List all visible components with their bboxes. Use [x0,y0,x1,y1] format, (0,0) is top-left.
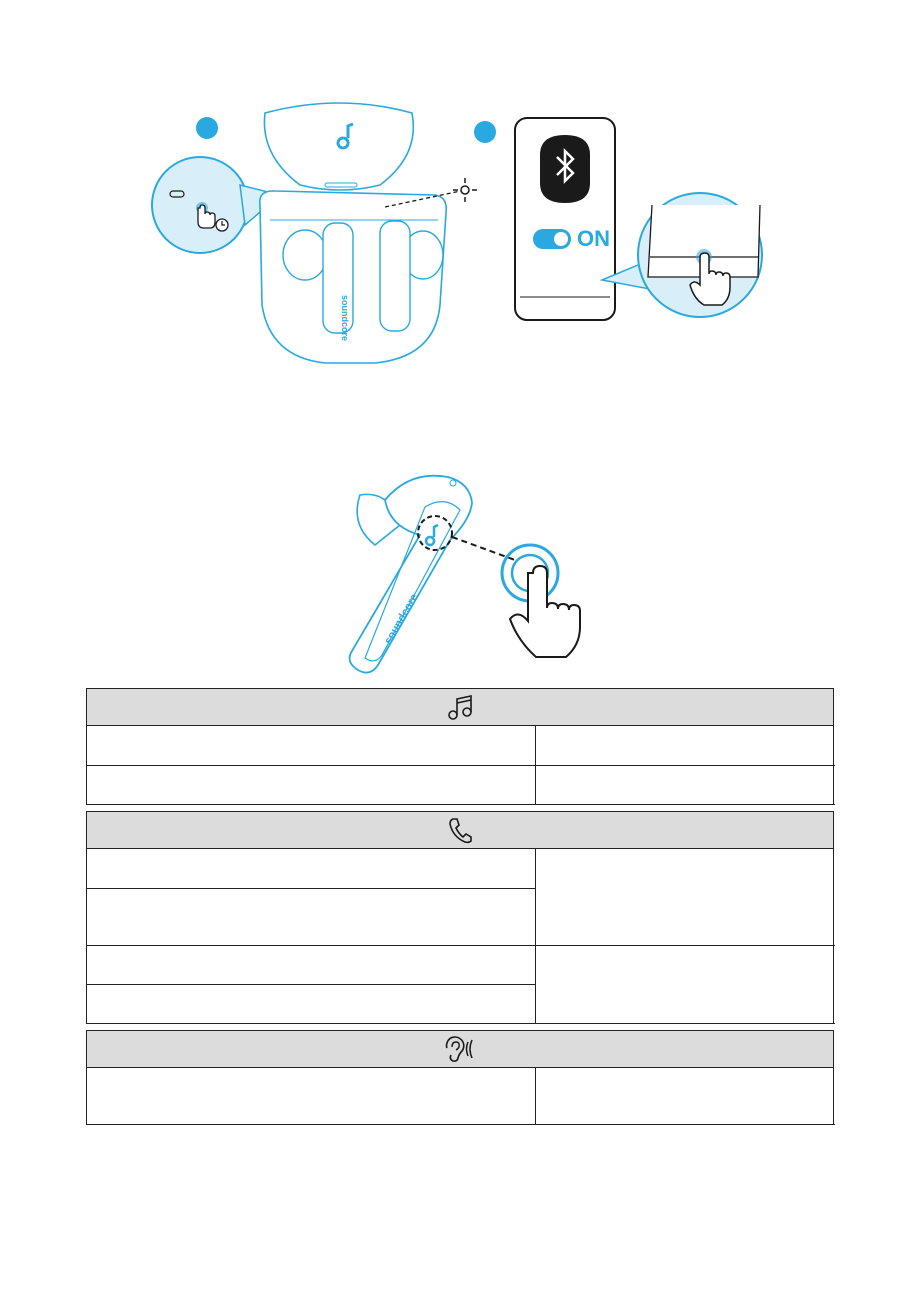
pairing-illustration [140,95,780,375]
earbud-brand-text-mid: soundcore [382,591,421,647]
step-marker-2 [474,121,496,143]
touch-hand-icon [510,566,580,657]
ambient-rows [86,1068,834,1125]
touch-control-illustration [330,465,600,680]
bluetooth-toggle-label: ON [577,226,610,251]
table-cell [87,726,536,766]
earbud-brand-text: soundcore [340,295,350,342]
table-cell-merged [536,946,835,1024]
indicator-light-icon [461,186,469,194]
table-cell-merged [536,849,835,946]
controls-table [86,688,834,1125]
table-cell [87,1068,536,1125]
table-cell [87,946,536,985]
table-cell [87,849,536,889]
ear-sound-icon [443,1035,477,1063]
table-cell [536,766,835,805]
call-section-header [86,811,834,849]
table-cell [536,726,835,766]
call-rows [86,849,834,1024]
table-cell [536,1068,835,1125]
step-marker-1 [196,117,218,139]
music-section-header [86,688,834,726]
ambient-section-header [86,1030,834,1068]
music-rows [86,726,834,805]
music-note-icon [446,693,474,721]
table-cell [87,766,536,805]
table-cell [87,889,536,946]
table-cell [87,985,536,1024]
phone-icon [447,816,473,844]
